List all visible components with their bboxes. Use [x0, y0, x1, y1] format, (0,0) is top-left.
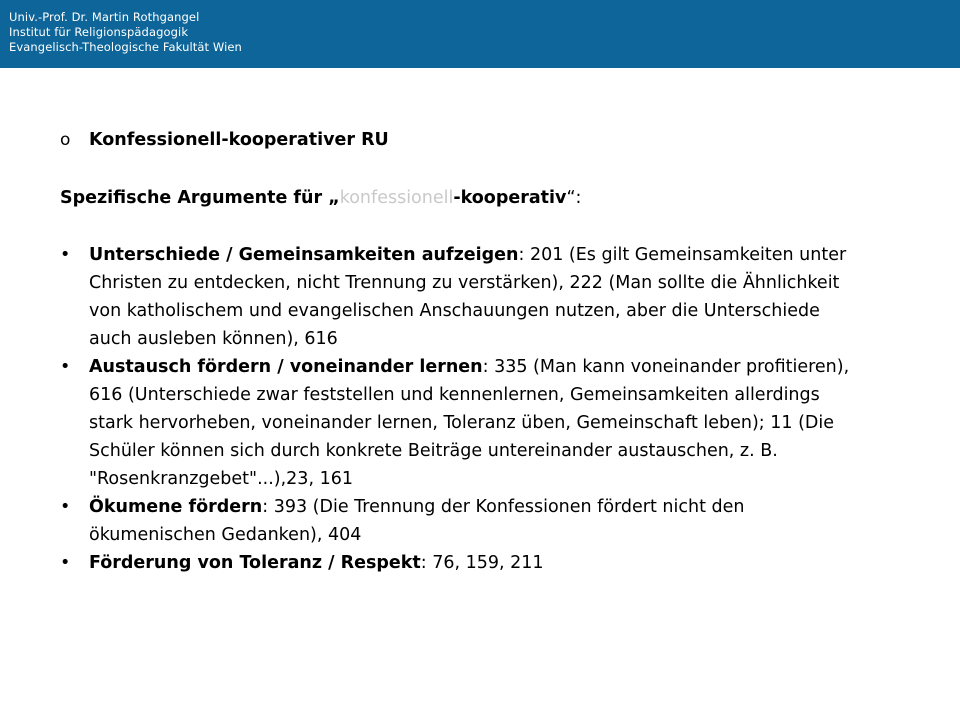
item-text: : 76, 159, 211	[420, 553, 544, 573]
list-item	[60, 353, 860, 493]
item-title: Förderung von Toleranz / Respekt	[89, 553, 421, 573]
subtitle-part1: Spezifische Argumente für „	[60, 188, 340, 208]
subtitle-faded: konfessionell	[339, 188, 454, 208]
item-text: : 335 (Man kann voneinander profitieren), 616 (Unterschiede zwar feststellen und kennenlernen, Gemeinsamkeiten allerdings stark hervorheben, voneinander lernen, Toleranz üben, Gemeinschaft leben); 11 (Die Schüler können sich durch konkrete Beiträge untereinander austauschen, z. B. "Rosenkranzgebet"...),23, 161	[89, 357, 850, 489]
slide-content	[60, 126, 860, 577]
header-author: Univ.-Prof. Dr. Martin Rothgangel	[9, 10, 200, 24]
item-text: : 201 (Es gilt Gemeinsamkeiten unter Christen zu entdecken, nicht Trennung zu verstärken), 222 (Man sollte die Ähnlichkeit von katholischem und evangelischen Anschauungen nutzen, aber die Unterschiede auch ausleben können), 616	[89, 245, 847, 349]
header-bar	[0, 0, 960, 68]
header-institute: Institut für Religionspädagogik	[9, 25, 189, 39]
bullet-icon: •	[60, 245, 71, 265]
item-title: Unterschiede / Gemeinsamkeiten aufzeigen	[89, 245, 519, 265]
item-text: : 393 (Die Trennung der Konfessionen fördert nicht den ökumenischen Gedanken), 404	[89, 497, 745, 545]
bullet-icon: •	[60, 357, 71, 377]
circle-bullet-icon: o	[60, 130, 71, 150]
slide-heading	[60, 126, 860, 156]
header-text	[9, 10, 242, 55]
bullet-icon: •	[60, 497, 71, 517]
bullet-icon: •	[60, 553, 71, 573]
header-faculty: Evangelisch-Theologische Fakultät Wien	[9, 40, 242, 54]
item-title: Austausch fördern / voneinander lernen	[89, 357, 483, 377]
subtitle-part2: -kooperativ	[453, 188, 567, 208]
list-item	[60, 241, 860, 353]
subtitle	[60, 184, 860, 212]
subtitle-part3: “:	[566, 188, 582, 208]
argument-list	[60, 241, 860, 577]
heading-text: Konfessionell-kooperativer RU	[89, 130, 389, 150]
list-item	[60, 549, 860, 577]
list-item	[60, 493, 860, 549]
item-title: Ökumene fördern	[89, 497, 263, 517]
